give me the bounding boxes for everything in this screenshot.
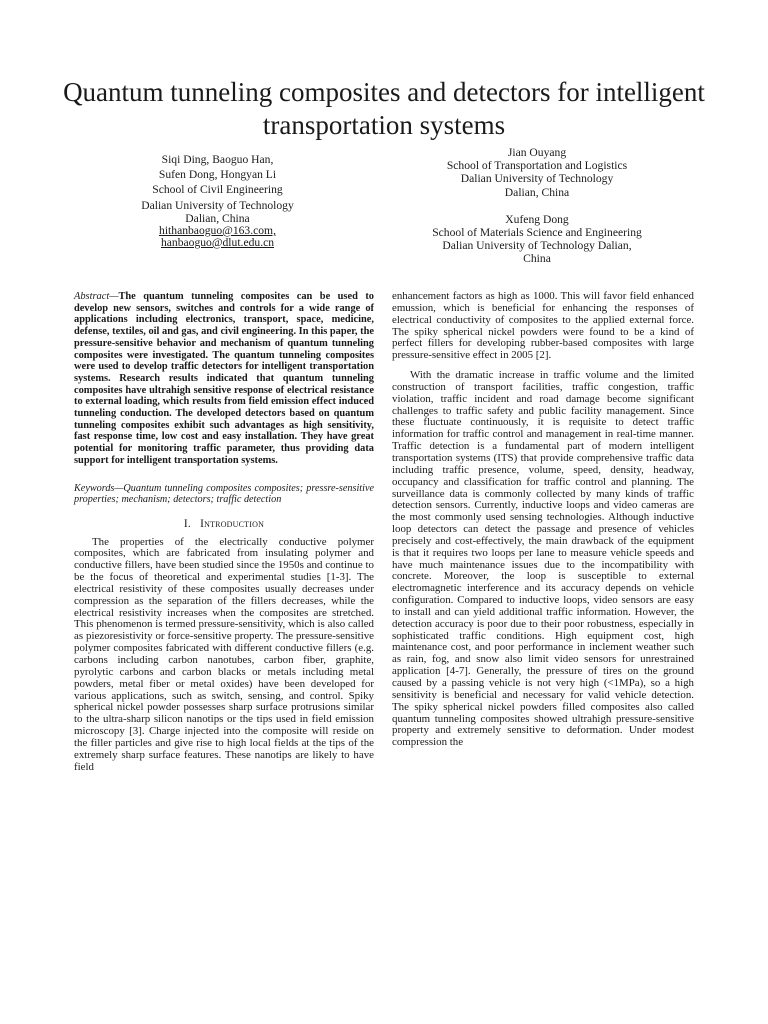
author-name-ouyang: Jian Ouyang	[507, 146, 567, 159]
abstract-lead: Abstract—	[74, 291, 119, 302]
author-names-1: Siqi Ding, Baoguo Han,	[161, 153, 274, 166]
section-heading	[74, 519, 374, 531]
author-block-right	[432, 146, 642, 266]
section-title: Introduction	[200, 517, 265, 530]
author-university: Dalian University of Technology	[141, 198, 294, 212]
author-university-a: Dalian University of Technology	[460, 172, 614, 186]
author-names-2: Sufen Dong, Hongyan Li	[158, 168, 277, 182]
intro-paragraph-1: The properties of the electrically conductive polymer composites, which are fabricated from insulating polymer and conductive fillers, have been studied since the 1950s and continue to be the focus of theoretical and experimental studies [1-3]. The electrical resistivity of these composites usually decreases under compression as the separation of the fillers decreases, while the electrical resistivity increases when the composites are stretched. This phenomenon is termed pressure-sensitivity, which is also called as piezoresistivity or force-sensitive property. The pressure-sensitive polymer composites fabricated with different conductive fillers (e.g. carbons including carbon nanotubes, carbon fiber, graphite, pyrolytic carbons and carbon blacks or metals including metal powders, metal fiber or metal oxides) have been developed for various applications, such as switch, sensing, and control. Spiky spherical nickel powder possesses sharp surface protrusions similar to the ultra-sharp silicon nanotips or the tips used in field emission microscopy [3]. Charge injected into the composite will reside on the filler particles and give rise to high local fields at the tips of the extremely sharp surface features. These nanotips are likely to have field	[74, 535, 374, 773]
author-school-transport: School of Transportation and Logistics	[446, 159, 628, 173]
intro-paragraph-2: With the dramatic increase in traffic volume and the limited construction of transport facilities, traffic congestion, traffic violation, traffic incident and road damage become significant challenges to traffic safety and public facility management. Since these fluctuate continuously, it is requisite to detect traffic information for traffic control and management in real-time manner. Traffic detection is a fundamental part of modern intelligent transportation systems (ITS) that provide comprehensive traffic data including traffic presence, volume, speed, density, headway, occupancy and classification for traffic control and planning. The surveillance data is commonly collected by many kinds of traffic detection sensors. Currently, inductive loops and video cameras are the most commonly used sensing technologies. Although inductive loop detectors can detect the passage and presence of vehicles precisely and cost-effectively, the main drawback of the equipment is that it requires two loops per lane to measure vehicle speeds and have much maintenance issues due to the incompatibility with concrete. Moreover, the loop is susceptible to external electromagnetic interference and its accuracy depends on vehicle configuration. Compared to inductive loops, video sensors are easy to install and can yield additional traffic information. However, the detection accuracy is poor due to their poor robustness, especially in sophisticated traffic conditions. High equipment cost, high maintenance cost, and poor performance in inclement weather such as rain, fog, and snow also limit video sensors for unrestrained application [4-7]. Generally, the pressure of tires on the ground caused by a passing vehicle is not very high (<1MPa), so a high sensitivity is beneficial and necessary for valid vehicle detection. The spiky spherical nickel powders filled composites also called quantum tunneling composites showed ultrahigh pressure-sensitive property and extremely sensitive to deformation. Under modest compression the	[392, 369, 694, 749]
author-block-left	[120, 152, 315, 249]
intro-paragraph-1-continued: enhancement factors as high as 1000. This will favor field enhanced emussion, which is beneficial for enhancing the responses of electrical conductivity of composites to the applied external force. The spiky spherical nickel powders were found to be a kind of perfect fillers for developing rubber-based composites with large pressure-sensitive effect in 2005 [2].	[392, 290, 694, 362]
section-number: I.	[183, 517, 191, 530]
author-gap	[432, 199, 642, 213]
right-column	[392, 291, 694, 757]
abstract-text: The quantum tunneling composites can be used to develop new sensors, switches and controls for a wide range of applications including electronics, transport, space, medicine, defense, textiles, oil and gas, and civil engineering. In this paper, the pressure-sensitive behavior and mechanism of quantum tunneling composites were investigated. The quantum tunneling composites were used to develop traffic detectors for intelligent transportation systems. Research results indicated that quantum tunneling composites have ultrahigh sensitive response of electrical resistance to external loading, which results from field emission effect induced tunneling conduction. The developed detectors based on quantum tunneling composites exhibit such advantages as high sensitivity, fast response time, low cost and easy installation. They have great potential for monitoring traffic parameter, thus providing data support for intelligent transportation systems.	[74, 291, 374, 466]
paper-title: Quantum tunneling composites and detectors for intelligent transportation systems	[63, 77, 705, 140]
keywords: Keywords—Quantum tunneling composites composites; pressre-sensitive properties; mechanism; detectors; traffic detection	[74, 482, 374, 506]
author-city-a: Dalian, China	[504, 185, 570, 199]
author-email-2[interactable]: hanbaoguo@dlut.edu.cn	[160, 235, 275, 249]
author-university-b: Dalian University of Technology Dalian,	[442, 239, 632, 253]
left-column	[74, 291, 374, 781]
author-city: Dalian, China	[185, 211, 250, 225]
author-email-1[interactable]: hithanbaoguo@163.com,	[159, 223, 276, 237]
abstract	[74, 291, 374, 467]
author-country-b: China	[523, 252, 551, 266]
author-school-materials: School of Materials Science and Engineering	[432, 226, 642, 240]
author-name-dong: Xufeng Dong	[505, 212, 569, 226]
author-school: School of Civil Engineering	[152, 183, 283, 197]
